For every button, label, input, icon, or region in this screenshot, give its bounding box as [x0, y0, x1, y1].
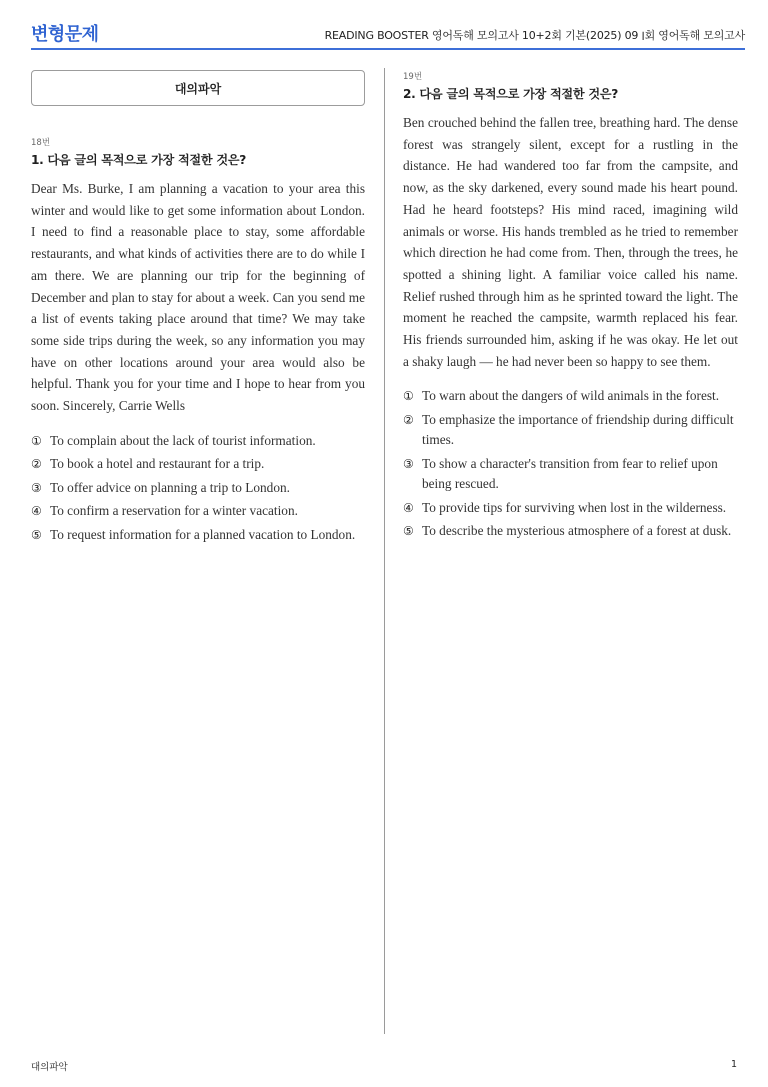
option-text: To emphasize the importance of friendship during difficult times.	[422, 411, 734, 448]
option-text: To confirm a reservation for a winter vacation.	[50, 503, 298, 519]
brand-title: 변형문제	[31, 24, 99, 45]
answer-option[interactable]	[403, 454, 738, 495]
question-number: 18번	[31, 138, 51, 148]
option-text: To request information for a planned vacation to London.	[50, 526, 356, 542]
question-title: 1. 다음 글의 목적으로 가장 적절한 것은?	[31, 153, 247, 167]
option-text: To complain about the lack of tourist information.	[50, 432, 316, 448]
option-marker: ③	[31, 480, 42, 495]
option-text: To show a character's transition from fear to relief upon being rescued.	[422, 455, 718, 492]
option-marker: ④	[403, 500, 414, 515]
left-column	[31, 70, 365, 545]
page-number: 1	[730, 1059, 737, 1070]
option-text: To describe the mysterious atmosphere of a forest at dusk.	[422, 523, 732, 539]
question-number: 19번	[403, 72, 423, 82]
answer-option[interactable]	[31, 431, 365, 452]
section-label-box	[31, 70, 365, 106]
answer-option[interactable]	[403, 386, 738, 407]
question-passage: Ben crouched behind the fallen tree, breathing hard. The dense forest was strangely silent, except for a rustling in the distance. He had wandered too far from the campsite, and now, as the sky darkened, every sound made his heart pound. Had he heard footsteps? His mind raced, imagining wild animals or worse. His hands trembled as he tried to remember which direction he had come from. Then, through the trees, he spotted a shining light. A familiar voice called his name. Relief rushed through him as he sprinted toward the light. The moment he reached the campsite, warmth replaced his fear. His friends surrounded him, asking if he was okay. He let out a shaky laugh — he had never been so happy to see them.	[403, 115, 738, 369]
answer-option[interactable]	[403, 498, 738, 519]
option-marker: ②	[31, 457, 42, 472]
option-text: To warn about the dangers of wild animals in the forest.	[422, 388, 720, 404]
question-passage: Dear Ms. Burke, I am planning a vacation to your area this winter and would like to get some information about London. I need to find a reasonable place to stay, some affordable restaurants, and what kinds of activities there are to do while I am there. We are planning our trip for the beginning of December and plan to stay for about a week. Can you send me a list of events taking place around that time? We may take some side trips during the week, so any information you may have on other locations around your area would also be helpful. Thank you for your time and I hope to hear from you soon. Sincerely, Carrie Wells	[31, 181, 365, 414]
header-book-title: READING BOOSTER 영어독해 모의고사 10+2회 기본(2025) ׀ 09회 영어독해 모의고사	[324, 29, 745, 42]
option-marker: ④	[31, 504, 42, 519]
section-label: 대의파악	[174, 81, 222, 96]
answer-option[interactable]	[403, 521, 738, 542]
option-marker: ①	[403, 389, 414, 404]
option-marker: ③	[403, 456, 414, 471]
page-header	[31, 20, 745, 50]
answer-option[interactable]	[403, 410, 738, 451]
answer-options	[403, 386, 738, 542]
option-marker: ②	[403, 412, 414, 427]
answer-option[interactable]	[31, 454, 365, 475]
question-title: 2. 다음 글의 목적으로 가장 적절한 것은?	[403, 87, 619, 101]
option-marker: ⑤	[403, 524, 414, 539]
option-text: To provide tips for surviving when lost in the wilderness.	[422, 499, 727, 515]
option-marker: ⑤	[31, 527, 42, 542]
answer-option[interactable]	[31, 525, 365, 546]
answer-option[interactable]	[31, 501, 365, 522]
footer-section-label: 대의파악	[31, 1062, 68, 1073]
answer-options	[31, 431, 365, 546]
option-text: To offer advice on planning a trip to London.	[50, 479, 290, 495]
answer-option[interactable]	[31, 478, 365, 499]
column-divider	[384, 68, 385, 1034]
option-text: To book a hotel and restaurant for a trip.	[50, 456, 265, 472]
option-marker: ①	[31, 433, 42, 448]
right-column	[403, 70, 738, 542]
